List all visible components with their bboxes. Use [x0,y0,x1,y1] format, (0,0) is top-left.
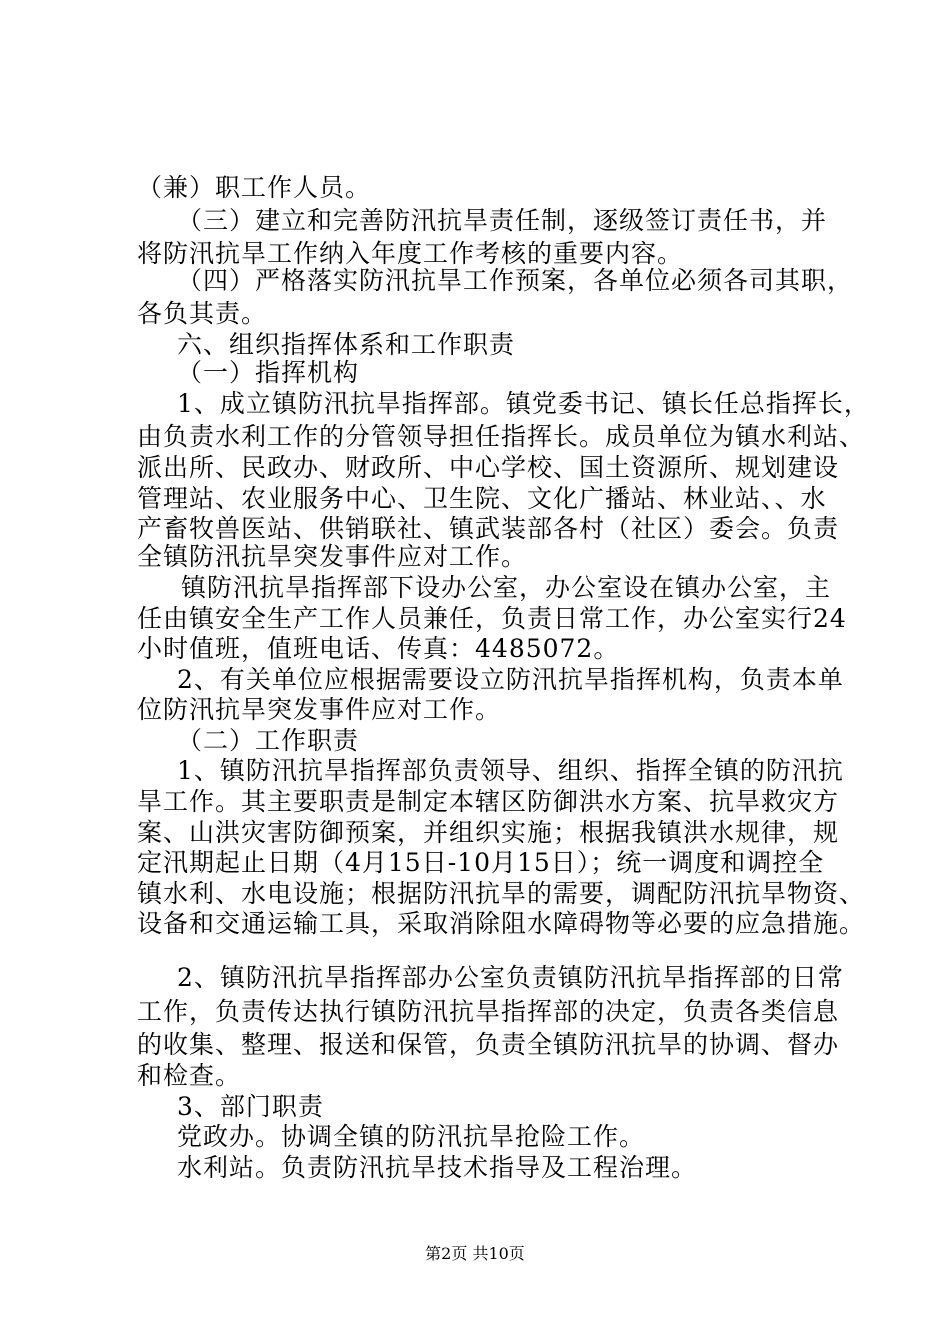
text-line: 镇防汛抗旱指挥部下设办公室，办公室设在镇办公室，主 [181,573,832,602]
text-line: 工作，负责传达执行镇防汛抗旱指挥部的决定，负责各类信息 [137,997,840,1026]
text-line: 水利站。负责防汛抗旱技术指导及工程治理。 [177,1153,698,1182]
text-line: 产畜牧兽医站、供销联社、镇武装部各村（社区）委会。负责 [137,514,840,543]
text-line: 各负其责。 [137,299,268,328]
page-footer: 第2页 共10页 [425,1244,525,1263]
text-line: 管理站、农业服务中心、卫生院、文化广播站、林业站、、水 [137,484,827,513]
text-line: （兼）职工作人员。 [137,173,372,202]
text-line: 定汛期起止日期（4月15日-10月15日）；统一调度和调控全 [137,848,825,877]
text-line: 位防汛抗旱突发事件应对工作。 [137,695,502,724]
text-line: 1、成立镇防汛抗旱指挥部。镇党委书记、镇长任总指挥长， [177,389,870,418]
text-line: 将防汛抗旱工作纳入年度工作考核的重要内容。 [137,239,684,268]
text-line: 和检查。 [137,1061,242,1090]
section-heading: 六、组织指挥体系和工作职责 [177,330,516,359]
text-line: 的收集、整理、报送和保管，负责全镇防汛抗旱的协调、督办 [137,1030,840,1059]
text-line: （四）严格落实防汛抗旱工作预案，各单位必须各司其职， [177,266,854,295]
text-line: 任由镇安全生产工作人员兼任，负责日常工作，办公室实行24 [137,604,847,633]
text-line: 由负责水利工作的分管领导担任指挥长。成员单位为镇水利站、 [137,422,866,451]
text-line: 党政办。协调全镇的防汛抗旱抢险工作。 [177,1122,646,1151]
text-line: 设备和交通运输工具，采取消除阻水障碍物等必要的应急措施。 [137,909,866,938]
subsection-heading: （二）工作职责 [177,726,360,755]
text-line: 旱工作。其主要职责是制定本辖区防御洪水方案、抗旱救灾方 [137,787,840,816]
text-line: 案、山洪灾害防御预案，并组织实施；根据我镇洪水规律，规 [137,818,840,847]
text-line: 小时值班，值班电话、传真：4485072。 [137,634,620,663]
text-line: 全镇防汛抗旱突发事件应对工作。 [137,542,528,571]
text-line: 2、镇防汛抗旱指挥部办公室负责镇防汛抗旱指挥部的日常 [177,963,844,992]
subsection-heading: 3、部门职责 [177,1092,324,1121]
text-line: （三）建立和完善防汛抗旱责任制，逐级签订责任书，并 [177,206,828,235]
subsection-heading: （一）指挥机构 [177,358,360,387]
text-line: 镇水利、水电设施；根据防汛抗旱的需要，调配防汛抗旱物资、 [137,879,866,908]
text-line: 派出所、民政办、财政所、中心学校、国土资源所、规划建设 [137,453,840,482]
text-line: 1、镇防汛抗旱指挥部负责领导、组织、指挥全镇的防汛抗 [177,756,844,785]
text-line: 2、有关单位应根据需要设立防汛抗旱指挥机构，负责本单 [177,665,844,694]
